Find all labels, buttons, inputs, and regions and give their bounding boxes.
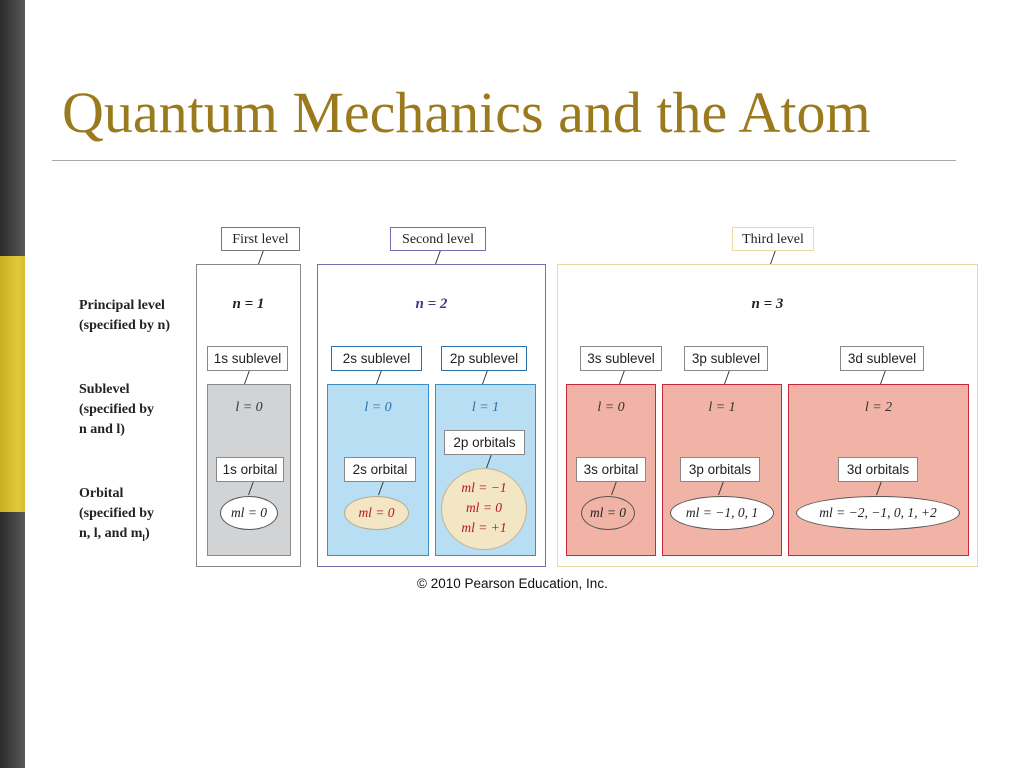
1s-ml-ellipse (220, 496, 278, 530)
sidebar-gold-band (0, 256, 25, 512)
3d-l-value: l = 2 (864, 400, 893, 415)
3p-sublevel-label: 3p sublevel (684, 346, 768, 371)
3s-ml-value: ml = 0 (589, 505, 627, 520)
connector (258, 251, 264, 264)
row-label-orbital-text: n, l, and m (79, 526, 143, 541)
3s-orbital-label: 3s orbital (576, 457, 646, 482)
row-label-sublevel-line3: n and l) (79, 422, 125, 437)
connector (435, 251, 441, 264)
row-label-principal-line2: (specified by n) (79, 318, 170, 333)
second-level-label: Second level (390, 227, 486, 251)
row-label-orbital-line3 (79, 524, 154, 548)
first-level-label: First level (221, 227, 300, 251)
3p-ml-value: ml = −1, 0, 1 (685, 505, 759, 520)
row-label-orbital (79, 484, 154, 548)
3d-orbital-label: 3d orbitals (838, 457, 918, 482)
title-divider (52, 160, 956, 161)
2s-orbital-label: 2s orbital (344, 457, 416, 482)
connector (770, 251, 776, 264)
row-label-orbital-line1: Orbital (79, 486, 124, 501)
copyright-notice: © 2010 Pearson Education, Inc. (417, 576, 608, 591)
row-label-principal-line1: Principal level (79, 298, 165, 313)
1s-ml-value: ml = 0 (230, 505, 268, 520)
3d-ml-value: ml = −2, −1, 0, 1, +2 (819, 505, 937, 520)
2p-ml-value-1: ml = −1 (461, 480, 507, 495)
row-label-orbital-line2: (specified by (79, 506, 155, 521)
2p-ml-value-3: ml = +1 (461, 520, 507, 535)
2p-ml-ellipse (441, 468, 527, 550)
sidebar-dark-top (0, 0, 25, 256)
2s-l-value: l = 0 (364, 400, 392, 415)
2s-ml-ellipse (344, 496, 409, 530)
3p-l-value: l = 1 (708, 400, 736, 415)
3d-sublevel-label: 3d sublevel (840, 346, 924, 371)
3s-l-value: l = 0 (597, 400, 625, 415)
row-label-sublevel-line2: (specified by (79, 402, 155, 417)
first-level-n: n = 1 (232, 296, 265, 312)
third-level-label: Third level (732, 227, 814, 251)
2s-ml-value: ml = 0 (358, 505, 395, 520)
1s-orbital-label: 1s orbital (216, 457, 284, 482)
3p-orbital-label: 3p orbitals (680, 457, 760, 482)
2p-orbital-label: 2p orbitals (444, 430, 525, 455)
1s-l-value: l = 0 (235, 400, 263, 415)
third-level-n: n = 3 (751, 296, 784, 312)
3s-ml-ellipse (581, 496, 635, 530)
sidebar-dark-bottom (0, 512, 25, 768)
2p-l-value: l = 1 (471, 400, 500, 415)
row-label-orbital-close: ) (144, 526, 150, 541)
row-label-principal (79, 296, 170, 336)
3s-sublevel-label: 3s sublevel (580, 346, 662, 371)
slide-title: Quantum Mechanics and the Atom (62, 80, 871, 145)
2p-ml-value-2: ml = 0 (465, 500, 503, 515)
3p-ml-ellipse (670, 496, 774, 530)
1s-sublevel-label: 1s sublevel (207, 346, 288, 371)
row-label-orbital-sub: l (142, 532, 145, 543)
row-label-sublevel-line1: Sublevel (79, 382, 130, 397)
3d-ml-ellipse (796, 496, 960, 530)
second-level-n: n = 2 (415, 296, 448, 312)
2s-sublevel-label: 2s sublevel (331, 346, 422, 371)
2p-sublevel-label: 2p sublevel (441, 346, 527, 371)
row-label-sublevel (79, 380, 154, 440)
